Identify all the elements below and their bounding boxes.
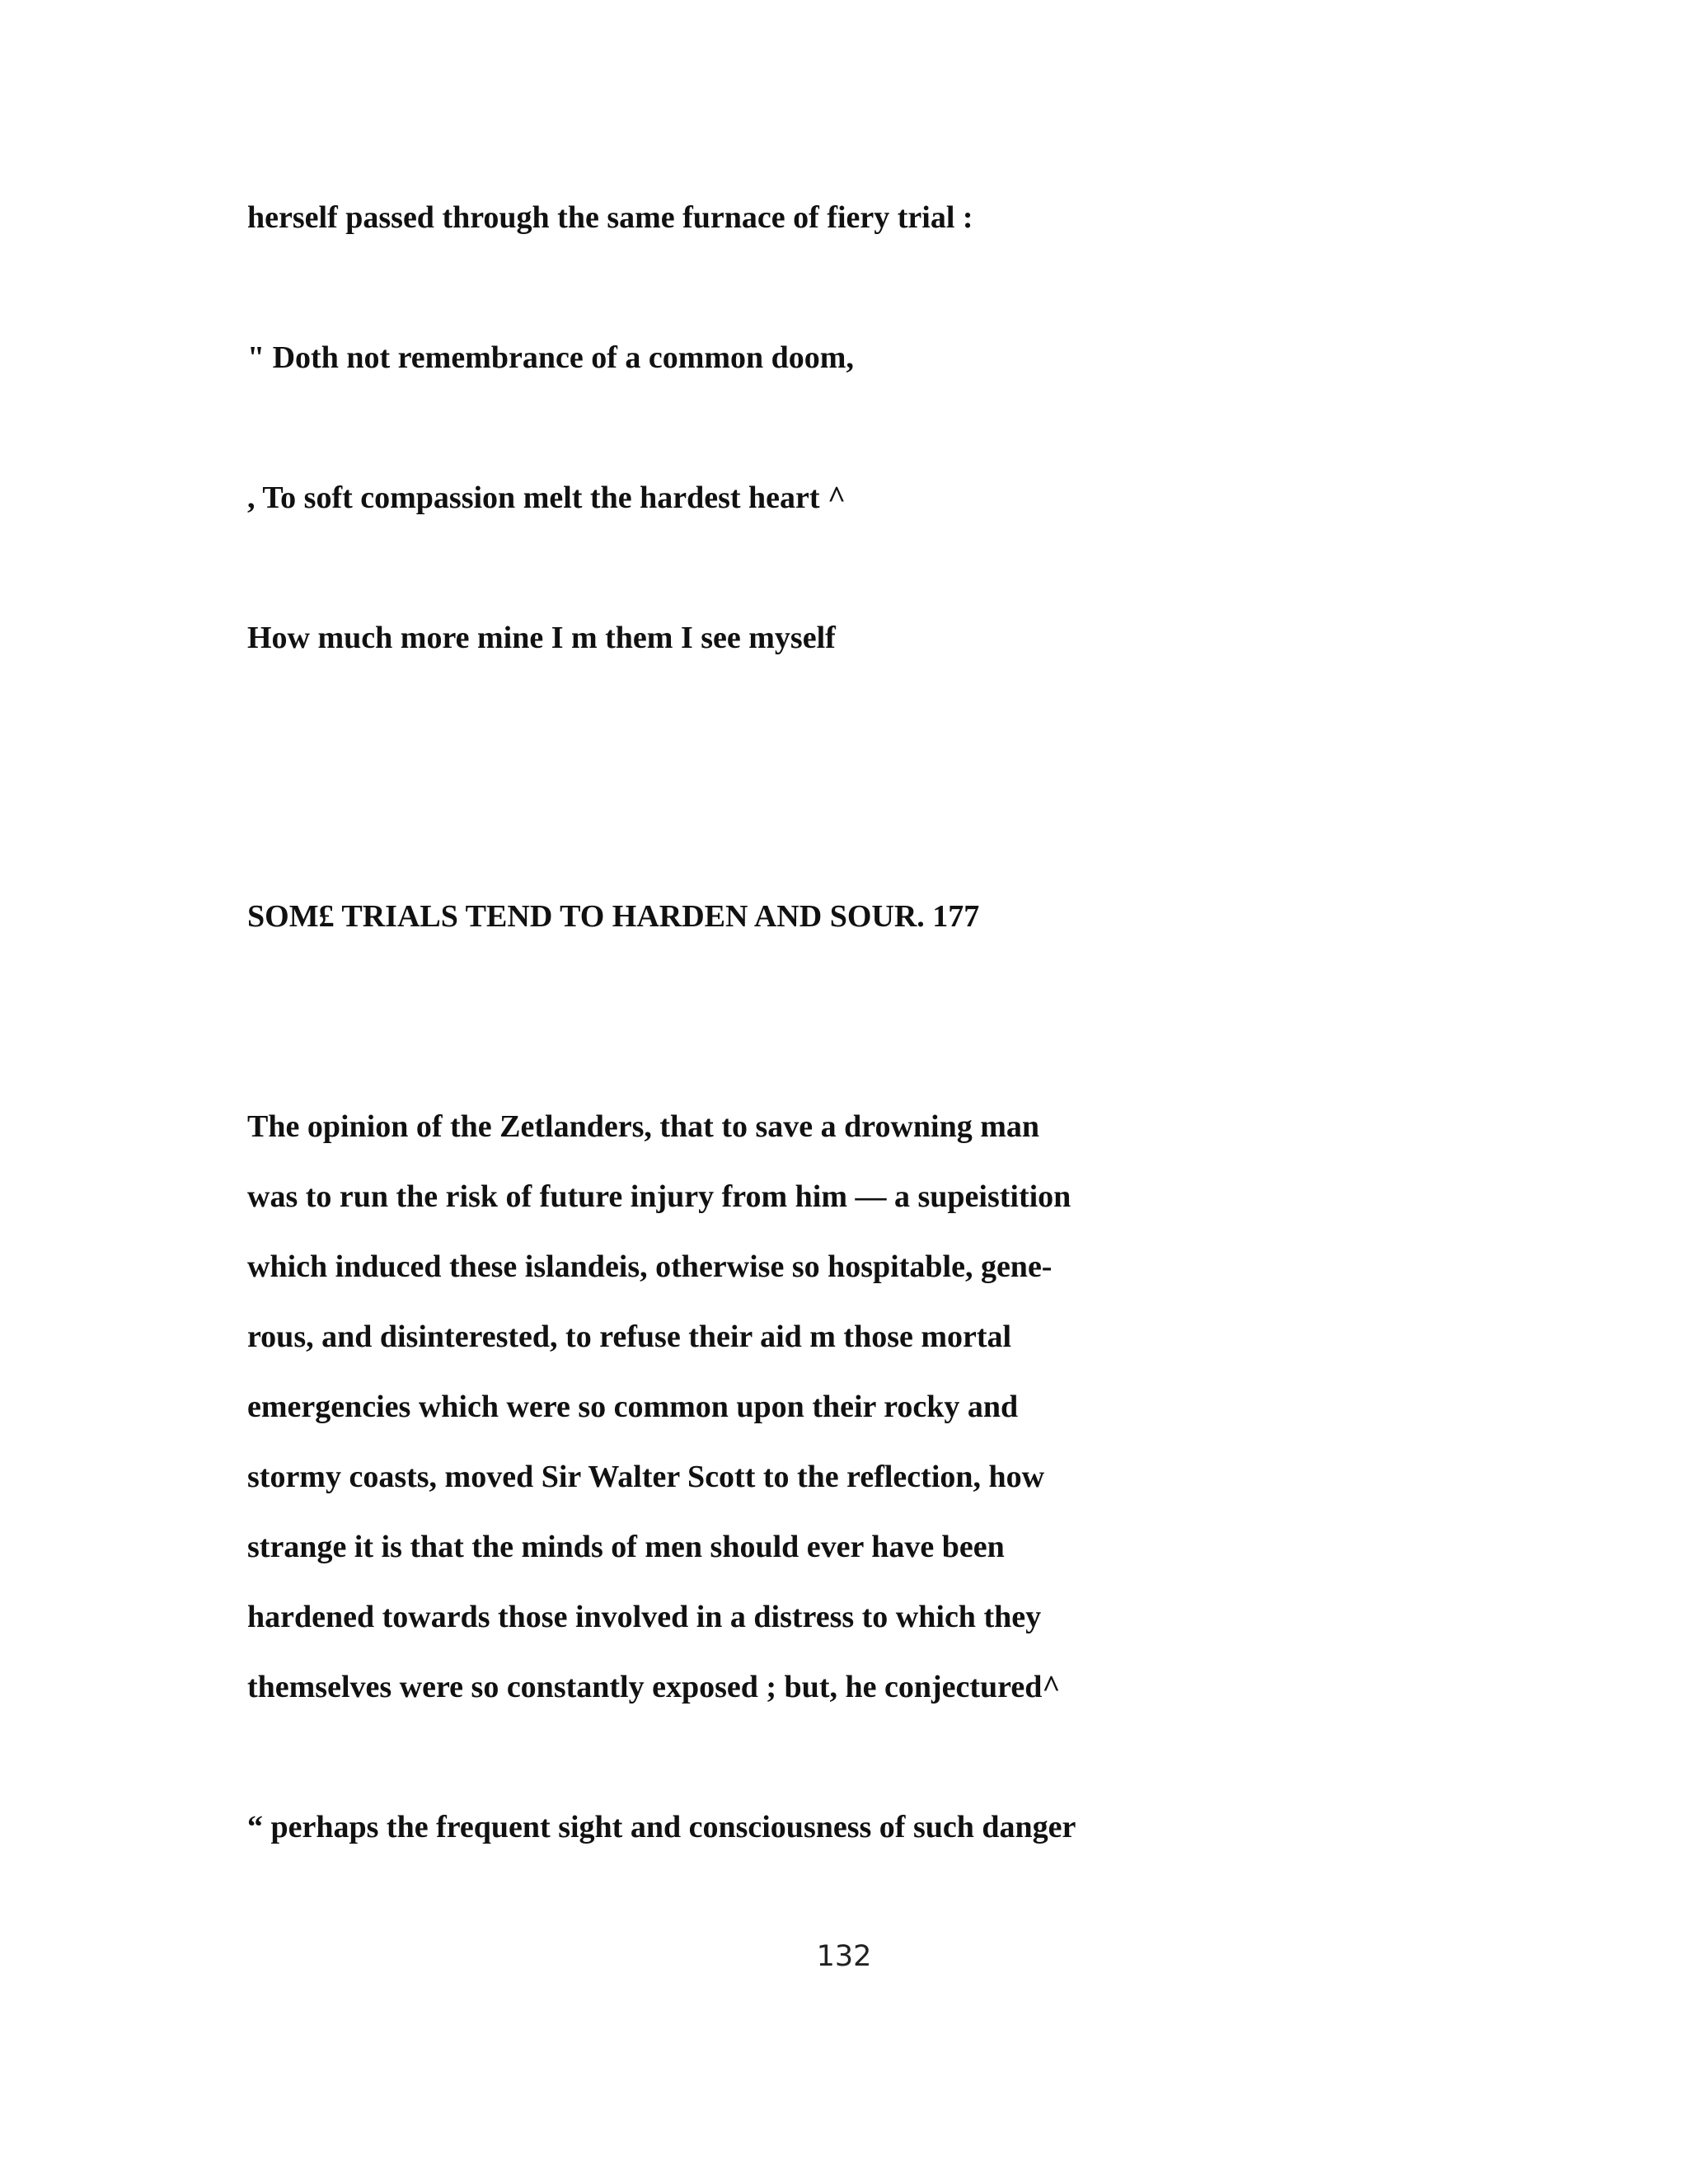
- text-line: How much more mine I m them I see myself: [247, 621, 836, 655]
- text-line: emergencies which were so common upon their rocky and: [247, 1390, 1019, 1424]
- text-line: themselves were so constantly exposed ; but, he conjectured^: [247, 1670, 1061, 1704]
- verse-line: " Doth not remembrance of a common doom,: [247, 340, 854, 375]
- running-header: SOM£ TRIALS TEND TO HARDEN AND SOUR. 177: [247, 899, 980, 934]
- text-line: was to run the risk of future injury from him — a supeistition: [247, 1179, 1071, 1214]
- text-line: which induced these islandeis, otherwise so hospitable, gene-: [247, 1249, 1053, 1284]
- text-line: herself passed through the same furnace of fiery trial :: [247, 200, 973, 235]
- text-line: stormy coasts, moved Sir Walter Scott to the reflection, how: [247, 1460, 1045, 1494]
- page-number: 132: [816, 1940, 872, 1973]
- text-line: rous, and disinterested, to refuse their aid m those mortal: [247, 1319, 1012, 1354]
- text-line: The opinion of the Zetlanders, that to save a drowning man: [247, 1109, 1040, 1144]
- text-line: “ perhaps the frequent sight and consciousness of such danger: [247, 1810, 1076, 1844]
- text-line: hardened towards those involved in a distress to which they: [247, 1600, 1042, 1634]
- text-line: strange it is that the minds of men should ever have been: [247, 1530, 1005, 1564]
- verse-line: , To soft compassion melt the hardest heart ^: [247, 480, 846, 515]
